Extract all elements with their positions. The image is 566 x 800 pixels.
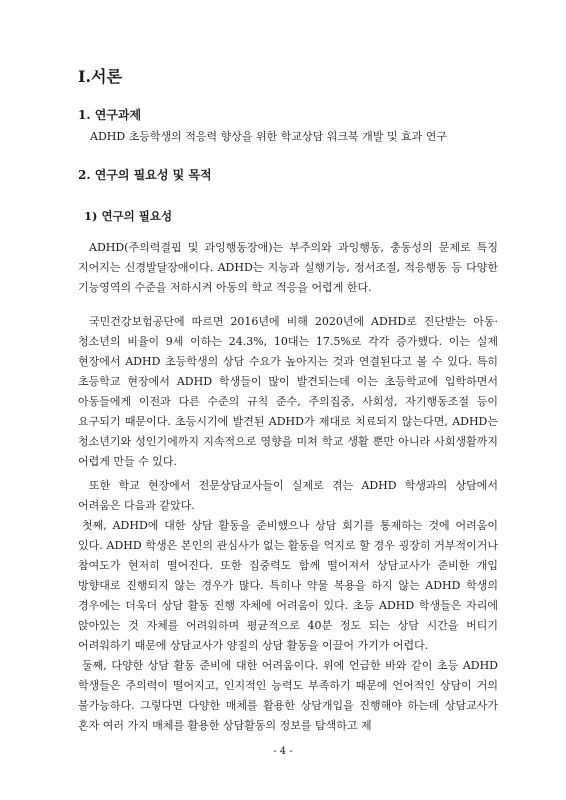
section-heading-necessity-purpose: 2. 연구의 필요성 및 목적 <box>78 168 212 182</box>
paragraph-statistics: 국민건강보험공단에 따르면 2016년에 비해 2020년에 ADHD로 진단받는 아동·청소년의 비율이 9세 이하는 24.3%, 10대는 17.5%로 각각 증가했다. 이는 실제 현장에서 ADHD 초등학생의 상담 수요가 높아지는 것과 연결된다고 볼 수 있다. 특히 초등학교 현장에서 ADHD 학생들이 많이 발견되는데 이는 초등학교에 입학하면서 아동들에게 이전과 다른 수준의 규칙 준수, 주의집중, 사회성, 자기행동조절 등이 요구되기 때문이다. 초등시기에 발견된 ADHD가 제대로 치료되지 않는다면, ADHD는 청소년기와 성인기에까지 지속적으로 영향을 미쳐 학교 생활 뿐만 아니라 사회생활까지 어렵게 만들 수 있다. <box>78 315 498 468</box>
section-heading-research-topic: 1. 연구과제 <box>78 108 142 122</box>
research-topic-text: ADHD 초등학생의 적응력 향상을 위한 학교상담 워크북 개발 및 효과 연구 <box>90 130 448 143</box>
page-number: - 4 - <box>273 746 293 757</box>
chapter-title: Ⅰ.서론 <box>78 67 122 86</box>
paragraph-difficulty-first: 첫째, ADHD에 대한 상담 활동을 준비했으나 상담 회기를 통제하는 것에 어려움이 있다. ADHD 학생은 본인의 관심사가 없는 활동을 억지로 할 경우 굉장히 거부적이거나 참여도가 현저히 떨어진다. 또한 집중력도 함께 떨어져서 상담교사가 준비한 개입 방향대로 진행되지 않는 경우가 많다. 특히나 약물 복용을 하지 않는 ADHD 학생의 경우에는 더욱더 상담 활동 진행 자체에 어려움이 있다. 초등 ADHD 학생들은 자리에 앉아있는 것 자체를 어려워하며 평균적으로 40분 정도 되는 상담 시간을 버티기 어려워하기 때문에 상담교사가 양질의 상담 활동을 이끌어 가기가 어렵다. <box>78 519 498 652</box>
paragraph-counselor-difficulties-intro: 또한 학교 현장에서 전문상담교사들이 실제로 겪는 ADHD 학생과의 상담에서 어려움은 다음과 같았다. <box>78 479 498 512</box>
paragraph-difficulty-second: 둘째, 다양한 상담 활동 준비에 대한 어려움이다. 위에 언급한 바와 같이 초등 ADHD 학생들은 주의력이 떨어지고, 인지적인 능력도 부족하기 때문에 언어적인 상담이 거의 불가능하다. 그렇다면 다양한 매체를 활용한 상담개입을 진행해야 하는데 상담교사가 혼자 여러 가지 매체를 활용한 상담활동의 정보를 탐색하고 제 <box>78 659 498 732</box>
paragraph-adhd-definition: ADHD(주의력결핍 및 과잉행동장애)는 부주의와 과잉행동, 충동성의 문제로 특징 지어지는 신경발달장애이다. ADHD는 지능과 실행기능, 정서조절, 적응행동 등 다양한 기능영역의 수준을 저하시켜 아동의 학교 적응을 어렵게 한다. <box>78 241 498 294</box>
subsection-heading-necessity: 1) 연구의 필요성 <box>84 209 173 223</box>
